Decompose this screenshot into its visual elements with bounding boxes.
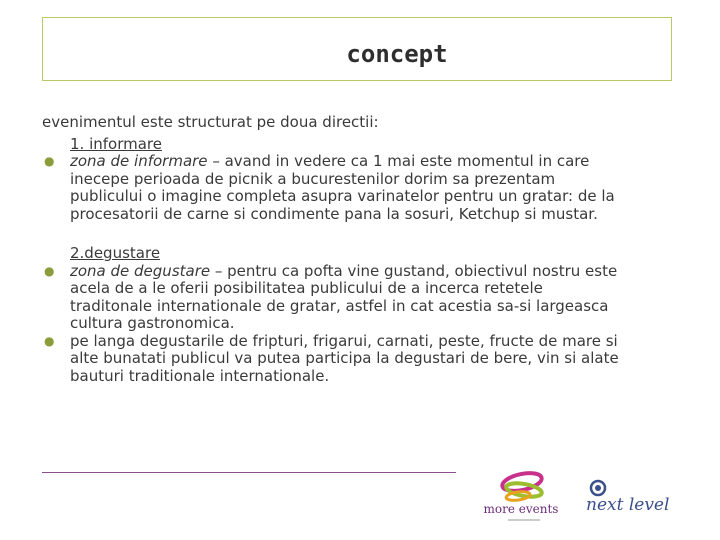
bullet-icon: ● [44,154,55,168]
bullet-bauturi [42,333,682,386]
bullet-term: zona de degustare [70,261,211,280]
next-level-logo [582,478,678,518]
section1-heading: 1. informare [70,134,162,153]
logo1-text: more events [483,502,559,516]
logo2-text: next level [586,495,670,515]
bullet-icon: ● [44,333,55,348]
bullet-line: inecepe perioada de picnik a bucurestenilor dorim sa prezentam [70,169,556,188]
bullet-degustare [42,263,682,333]
slide-title: concept [346,40,448,68]
section2-heading: 2.degustare [70,244,161,262]
bullet-line: acela de a le oferii posibilitatea publicului de a incerca retetele [70,279,543,297]
bullet-line: cultura gastronomica. [70,314,235,332]
divider-line [42,472,456,473]
bullet-line: traditonale internationale de gratar, astfel in cat acestia sa-si largeasca [70,296,609,315]
bullet-line: – avand in vedere ca 1 mai este momentul in care [207,152,590,170]
title-box [42,17,672,81]
bullet-line: procesatorii de carne si condimente pana la sosuri, Ketchup si mustar. [70,204,598,223]
slide-content [42,114,682,385]
bullet-icon: ● [44,263,55,278]
bullet-line: bauturi traditionale internationale. [70,366,330,385]
intro-text: evenimentul este structurat pe doua directii: [42,113,379,131]
bullet-term: zona de informare [70,152,208,170]
bullet-line: publicului o imagine completa asupra varinatelor pentru un gratar: de la [70,187,615,205]
more-events-logo [478,466,564,524]
bullet-informare [42,153,682,223]
bullet-line: alte bunatati publicul va putea participa la degustari de bere, vin si alate [70,349,619,367]
bullet-line: pe langa degustarile de fripturi, frigarui, carnati, peste, fructe de mare si [70,331,618,350]
bullet-line: – pentru ca pofta vine gustand, obiectivul nostru este [210,261,618,280]
